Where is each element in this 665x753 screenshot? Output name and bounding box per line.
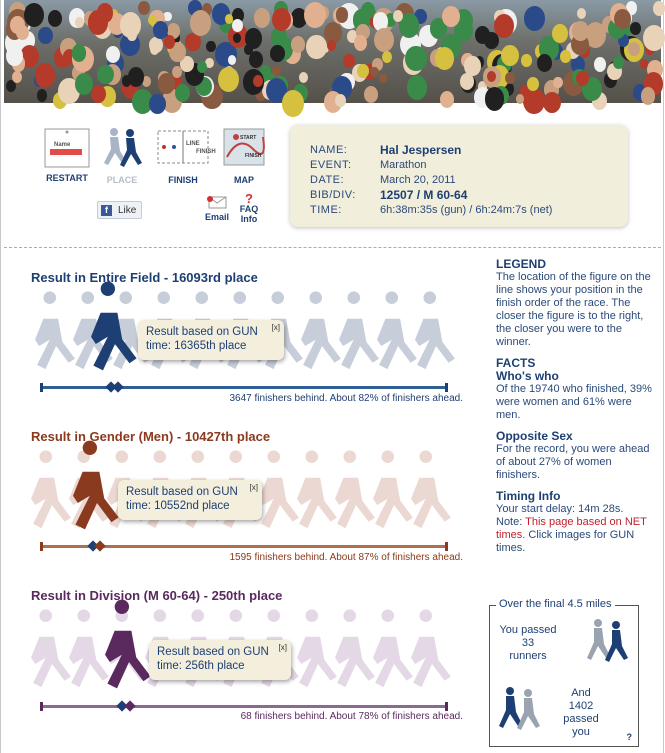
place-button[interactable] (99, 127, 145, 185)
gender-position-track (41, 545, 447, 548)
faded-runner-icon (339, 291, 379, 369)
division-position-track (41, 705, 447, 708)
final-miles-header: Over the final 4.5 miles (496, 598, 615, 610)
event-label: EVENT: (310, 158, 352, 171)
crowd-dot (232, 19, 243, 32)
crowd-dot (370, 67, 378, 77)
field-position-track (41, 386, 447, 389)
track-end-tick (445, 383, 448, 392)
division-caption: 68 finishers behind. About 78% of finishers ahead. (240, 711, 463, 722)
crowd-dot (487, 71, 496, 82)
crowd-dot (10, 16, 25, 34)
crowd-dot (197, 61, 207, 73)
map-label: MAP (234, 175, 254, 185)
crowd-dot (91, 85, 106, 103)
whos-who-text: Of the 19740 who finished, 39% were women and 61% were men. (496, 383, 652, 421)
crowd-dot (407, 75, 428, 100)
crowd-dot (228, 55, 236, 65)
gun-position-marker (94, 540, 105, 551)
passed-line3: runners (509, 650, 547, 662)
field-result-title: Result in Entire Field - 16093rd place (31, 270, 258, 285)
division-gun-bubble (149, 640, 291, 680)
info-label: Info (240, 214, 258, 224)
gun-position-marker (112, 381, 123, 392)
division-result-title: Result in Division (M 60-64) - 250th place (31, 588, 283, 603)
faded-runner-icon (335, 609, 375, 687)
crowd-dot (327, 40, 336, 51)
whos-who-title: Who's who (496, 369, 559, 383)
passed-line1: You passed (499, 624, 557, 636)
crowd-dot (291, 36, 306, 53)
faded-runner-icon (69, 609, 109, 687)
place-label: PLACE (106, 175, 138, 185)
bubble-line1: Result based on GUN (157, 646, 269, 658)
finish-button[interactable] (156, 127, 216, 185)
faded-runner-icon (31, 609, 71, 687)
crowd-dot (158, 73, 175, 93)
passing-runners-icon (582, 616, 634, 672)
faq-info-button[interactable] (235, 191, 263, 224)
crowd-dot (494, 14, 515, 39)
crowd-dot (524, 6, 545, 31)
crowd-dot (12, 71, 22, 83)
crowd-dot (149, 94, 166, 115)
crowd-dot (501, 45, 519, 66)
track-end-tick (445, 542, 448, 551)
crowd-dot (442, 6, 460, 28)
faded-runner-icon (411, 450, 451, 528)
field-caption: 3647 finishers behind. About 82% of finishers ahead. (229, 393, 463, 404)
passed-by-runners-icon (494, 684, 546, 740)
crowd-dot (354, 35, 368, 51)
crowd-dot (138, 1, 150, 16)
timing-note-label: Note: (496, 516, 526, 528)
crowd-dot (640, 59, 648, 69)
name-label: NAME: (310, 143, 348, 156)
faded-runner-icon (31, 450, 71, 528)
question-icon: ? (245, 191, 253, 206)
crowd-dot (335, 94, 346, 107)
and-label: And (571, 687, 591, 699)
crowd-dot (440, 91, 454, 108)
crowd-dot (163, 12, 171, 22)
map-button[interactable] (223, 127, 265, 185)
gender-gun-bubble (118, 480, 262, 520)
gun-position-marker (124, 700, 135, 711)
close-bubble-button[interactable]: [x] (249, 483, 258, 492)
header-divider (4, 247, 661, 248)
field-gun-bubble (138, 320, 284, 360)
net-times-note: This page based on NET times. (496, 516, 647, 541)
faq-label: FAQ (239, 204, 259, 214)
email-label: Email (204, 212, 229, 222)
faded-runner-icon (411, 609, 451, 687)
crowd-dot (88, 10, 108, 34)
bubble-line2: time: 256th place (157, 660, 245, 672)
legend-sidebar (496, 258, 658, 563)
passed-runners-text (492, 624, 564, 663)
runner-info-table (310, 142, 552, 217)
start-delay-text: Your start delay: 14m 28s. (496, 503, 624, 515)
crowd-dot (475, 26, 490, 44)
passed-you-line2: passed (563, 713, 599, 725)
crowd-dot (343, 54, 354, 68)
map-finish-text: FINISH (245, 153, 262, 159)
facts-title: FACTS (496, 356, 536, 370)
passed-you-line3: you (572, 726, 590, 738)
crowd-dot (254, 8, 271, 28)
course-map-icon (223, 127, 265, 171)
crowd-dot (552, 24, 568, 43)
close-bubble-button[interactable]: [x] (278, 643, 287, 652)
event-value: Marathon (380, 158, 427, 171)
runner-pair-icon (100, 127, 144, 171)
crowd-dot (75, 73, 93, 95)
track-start-tick (40, 383, 43, 392)
legend-title: LEGEND (496, 257, 547, 271)
track-start-tick (40, 542, 43, 551)
faded-runner-icon (301, 291, 341, 369)
crowd-dot (299, 72, 308, 83)
crowd-dot (172, 66, 182, 78)
crowd-dot (97, 65, 113, 85)
crowd-dot (175, 84, 190, 102)
finish-sign-line: LINE (186, 141, 200, 147)
facebook-icon: f (101, 205, 112, 216)
runner-info-card (290, 125, 628, 227)
crowd-dot (190, 10, 212, 36)
crowd-dot (149, 37, 163, 53)
crowd-dot (35, 63, 55, 87)
crowd-dot (543, 92, 561, 113)
crowd-dot (206, 41, 216, 53)
finish-sign-finish: FINISH (196, 149, 216, 155)
crowd-dot (405, 46, 427, 72)
date-value: March 20, 2011 (380, 173, 456, 186)
faded-runner-icon (297, 450, 337, 528)
passed-count: 33 (521, 637, 535, 649)
faded-runner-icon (373, 450, 413, 528)
crowd-dot (560, 50, 571, 63)
crowd-banner-image (4, 0, 661, 103)
crowd-dot (48, 10, 62, 27)
crowd-dot (282, 90, 304, 116)
timing-info-text (496, 503, 658, 555)
crowd-dot (38, 27, 53, 45)
passed-you-count: 1402 (568, 700, 594, 712)
bubble-line1: Result based on GUN (146, 326, 258, 338)
bubble-line1: Result based on GUN (126, 486, 238, 498)
crowd-dot (505, 72, 515, 84)
date-label: DATE: (310, 173, 345, 186)
svg-text:Name: Name (54, 142, 71, 148)
crowd-dot (577, 8, 586, 19)
crowd-dot (153, 21, 167, 38)
crowd-dot (594, 57, 606, 72)
track-end-tick (445, 702, 448, 711)
opposite-sex-title: Opposite Sex (496, 429, 573, 443)
faded-runner-icon (377, 291, 417, 369)
crowd-dot (306, 35, 326, 60)
crowd-dot (218, 67, 239, 93)
crowd-dot (485, 87, 504, 110)
crowd-dot (435, 47, 454, 69)
crowd-dot (24, 3, 44, 27)
crowd-dot (553, 77, 563, 89)
time-label: TIME: (310, 203, 342, 216)
like-label: Like (118, 205, 137, 216)
crowd-dot (653, 1, 665, 16)
crowd-dot (613, 56, 624, 69)
track-start-tick (40, 702, 43, 711)
envelope-icon (206, 194, 228, 210)
faded-runner-icon (335, 450, 375, 528)
gun-times-hint: Click images for GUN times. (496, 529, 635, 554)
restart-label: RESTART (46, 173, 88, 183)
map-start-text: START (240, 135, 257, 141)
bib-value: 12507 / M 60-64 (380, 187, 468, 202)
close-bubble-button[interactable]: [x] (271, 323, 280, 332)
faded-runner-icon (35, 291, 75, 369)
crowd-dot (336, 7, 349, 22)
crowd-dot (630, 22, 641, 35)
legend-text: The location of the figure on the line shows your position in the finish order of the race. The closer the figure is to the right, the closer you were to the winner. (496, 271, 651, 348)
timing-info-title: Timing Info (496, 489, 561, 503)
email-button[interactable] (201, 194, 233, 222)
finish-label: FINISH (168, 175, 198, 185)
bib-label: BIB/DIV: (310, 188, 356, 201)
crowd-dot (304, 2, 326, 28)
crowd-dot (364, 86, 378, 103)
faded-runner-icon (415, 291, 455, 369)
crowd-dot (523, 88, 545, 114)
crowd-dot (37, 89, 47, 102)
final-miles-box (489, 598, 639, 747)
faded-runner-icon (259, 450, 299, 528)
help-link[interactable]: ? (626, 732, 632, 742)
crowd-dot (382, 51, 392, 63)
bubble-line2: time: 16365th place (146, 340, 247, 352)
crowd-dot (464, 56, 480, 76)
runner-name: Hal Jespersen (380, 142, 462, 157)
crowd-dot (374, 28, 394, 52)
time-value: 6h:38m:35s (gun) / 6h:24m:7s (net) (380, 203, 553, 216)
passed-you-text (556, 687, 606, 739)
opposite-sex-text: For the record, you were ahead of about 27% of women finishers. (496, 443, 650, 481)
crowd-dot (245, 28, 262, 48)
faded-runner-icon (297, 609, 337, 687)
crowd-dot (75, 17, 84, 28)
crowd-dot (225, 14, 233, 24)
faded-runner-icon (373, 609, 413, 687)
restart-button[interactable] (43, 127, 91, 183)
bib-icon (44, 127, 90, 169)
crowd-dot (379, 73, 387, 83)
crowd-dot (357, 64, 368, 78)
crowd-dot (641, 87, 656, 105)
crowd-dot (537, 54, 552, 72)
finish-line-icon (156, 127, 216, 171)
facebook-like-button[interactable] (97, 201, 142, 219)
crowd-dot (643, 25, 665, 51)
your-runner-icon[interactable] (105, 600, 151, 689)
bubble-line2: time: 10552nd place (126, 500, 230, 512)
crowd-dot (521, 54, 531, 66)
gender-caption: 1595 finishers behind. About 87% of finishers ahead. (229, 552, 463, 563)
gender-result-title: Result in Gender (Men) - 10427th place (31, 429, 271, 444)
